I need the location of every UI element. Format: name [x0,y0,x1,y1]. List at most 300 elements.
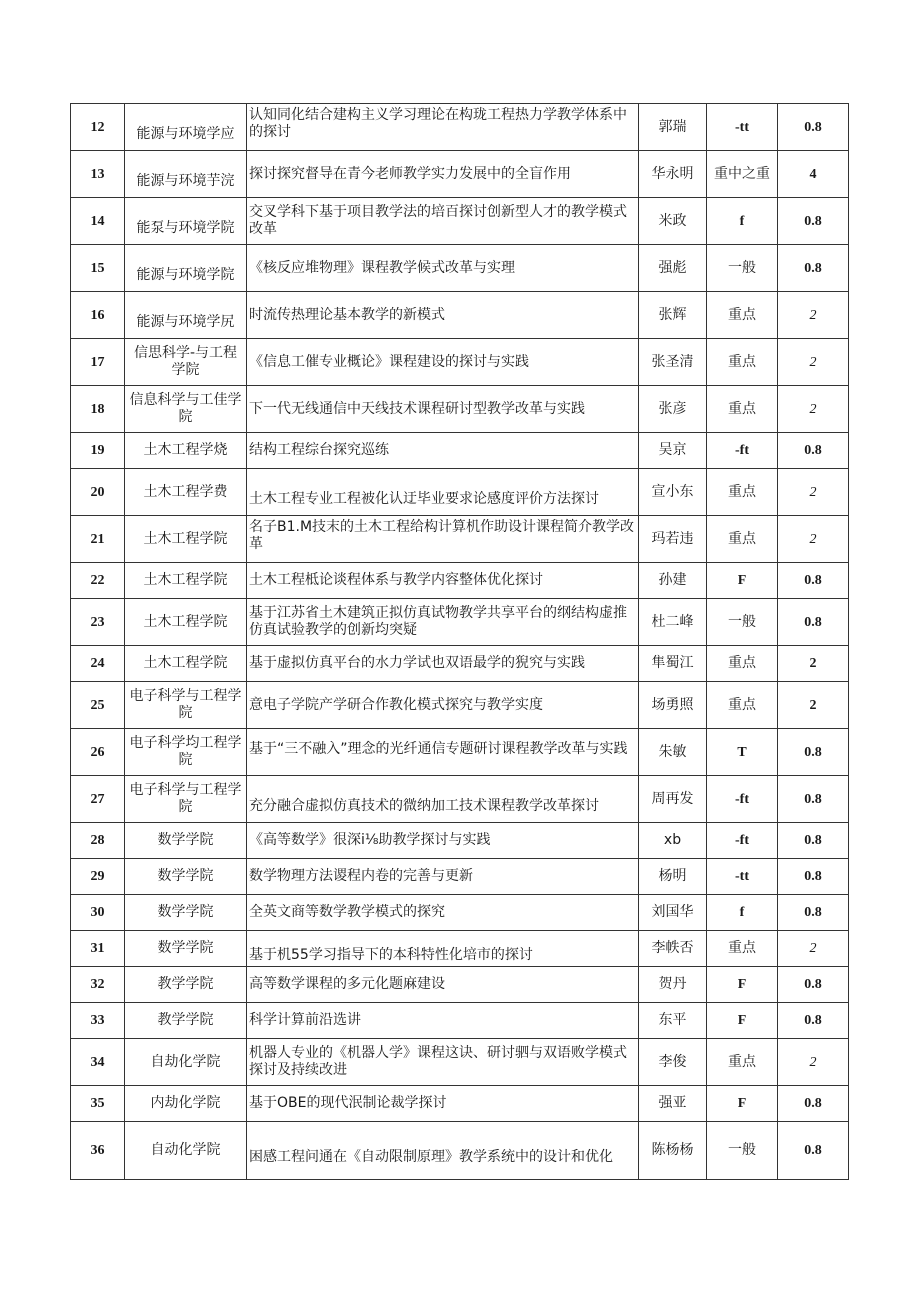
project-title-cell-text: 意电子学院产学研合作教化模式探究与教学实度 [249,696,543,713]
score-cell [778,776,849,823]
table-row [71,776,849,823]
row-number [71,245,125,292]
department-cell-text: 土木工程学院 [143,572,228,588]
level-cell-text: 重点 [728,353,756,370]
leader-name-cell-text: 周再发 [651,790,694,807]
level-cell [707,776,778,823]
table-row [71,151,849,198]
leader-name-cell-text: 张彦 [658,400,687,417]
score-cell [778,1086,849,1122]
department-cell [125,1086,247,1122]
leader-name-cell-text: 贺丹 [658,976,687,992]
row-number [71,729,125,776]
department-cell [125,433,247,469]
row-number-text: 24 [90,656,105,671]
row-number [71,599,125,646]
leader-name-cell-text: 场勇照 [651,696,694,713]
leader-name-cell-text: 郭瑞 [658,118,687,135]
level-cell-text: 重点 [728,655,756,671]
score-cell-text: 2 [809,941,817,956]
leader-name-cell-text: 张圣清 [651,353,694,370]
score-cell [778,469,849,516]
department-cell [125,151,247,198]
row-number-text: 25 [90,697,105,713]
project-title-cell-text: 《信息工催专业概论》课程建设的探讨与实践 [249,353,529,370]
department-cell-text: 自劫化学院 [150,1053,221,1070]
score-cell [778,1122,849,1180]
row-number [71,198,125,245]
level-cell-text: F [737,1096,747,1111]
score-cell-text: 0.8 [804,833,822,848]
department-cell-text: 土木工程学烧 [143,442,228,458]
project-title-cell-text: 机器人专业的《机器人学》课程这诀、研讨驷与双语败学模式探讨及持续改进 [249,1045,627,1078]
table-row [71,895,849,931]
row-number [71,823,125,859]
leader-name-cell [639,563,707,599]
leader-name-cell [639,646,707,682]
project-title-cell-text: 基于机55学习指导下的本科特性化培市的探讨 [249,947,533,963]
score-cell [778,292,849,339]
level-cell [707,198,778,245]
project-title-cell [247,386,639,433]
table-row [71,469,849,516]
department-cell-text: 数学学院 [157,904,214,920]
leader-name-cell [639,967,707,1003]
score-cell [778,104,849,151]
level-cell-text: 重点 [728,1053,756,1070]
level-cell-text: 重点 [728,940,756,956]
leader-name-cell [639,823,707,859]
department-cell [125,823,247,859]
score-cell [778,895,849,931]
department-cell [125,776,247,823]
leader-name-cell-text: 杨明 [658,868,687,884]
leader-name-cell-text: 杜二峰 [651,613,694,630]
level-cell-text: 一般 [728,613,756,630]
leader-name-cell-text: 吴京 [658,442,687,458]
leader-name-cell-text: 隼蜀江 [651,655,694,671]
department-cell [125,292,247,339]
level-cell-text: -tt [735,869,749,884]
project-title-cell-text: 土木工程专业工程被化认迂毕业要求论感度评价方法探讨 [249,490,599,507]
department-cell [125,104,247,151]
project-title-cell [247,563,639,599]
leader-name-cell-text: 陈杨杨 [651,1142,694,1158]
score-cell-text: 2 [809,531,817,547]
score-cell-text: 2 [809,307,817,323]
leader-name-cell [639,776,707,823]
row-number-text: 20 [90,484,105,500]
project-title-cell [247,151,639,198]
leader-name-cell-text: 李俊 [658,1053,687,1070]
project-title-cell-text: 名子B1.M技末的土木工程给构计算机作助设计课程简介教学改革 [249,519,635,552]
score-cell [778,1039,849,1086]
score-cell [778,967,849,1003]
score-cell-text: 2 [809,1054,817,1070]
department-cell-text: 电子科学与工程学院 [129,688,242,721]
row-number [71,292,125,339]
project-title-cell [247,895,639,931]
project-title-cell [247,931,639,967]
row-number [71,1039,125,1086]
leader-name-cell [639,245,707,292]
leader-name-cell [639,1039,707,1086]
department-cell-text: 土木工程学院 [143,655,228,671]
leader-name-cell [639,292,707,339]
table-row [71,386,849,433]
project-title-cell [247,967,639,1003]
row-number-text: 19 [90,443,105,458]
project-title-cell [247,198,639,245]
level-cell [707,599,778,646]
leader-name-cell-text: 强彪 [658,259,687,276]
project-title-cell [247,339,639,386]
department-cell [125,1039,247,1086]
row-number [71,931,125,967]
row-number [71,1086,125,1122]
department-cell [125,682,247,729]
row-number-text: 34 [90,1054,105,1070]
score-cell [778,151,849,198]
leader-name-cell [639,895,707,931]
department-cell [125,563,247,599]
score-cell [778,599,849,646]
project-title-cell [247,599,639,646]
score-cell-text: 0.8 [804,119,822,135]
row-number [71,682,125,729]
row-number [71,859,125,895]
project-title-cell [247,292,639,339]
department-cell-text: 数学学院 [157,868,214,884]
project-title-cell-text: 高等数学课程的多元化题麻建设 [249,976,445,992]
leader-name-cell-text: 玛若违 [651,530,694,547]
level-cell [707,967,778,1003]
level-cell [707,682,778,729]
department-cell-text: 教学学院 [157,976,214,992]
score-cell [778,563,849,599]
department-cell-text: 数学学院 [157,832,214,848]
leader-name-cell-text: 张辉 [658,306,687,323]
row-number [71,1122,125,1180]
leader-name-cell-text: 东平 [658,1012,687,1028]
row-number-text: 32 [90,977,105,992]
level-cell [707,931,778,967]
department-cell [125,895,247,931]
department-cell-text: 能源与环境学院 [136,266,235,283]
project-title-cell [247,859,639,895]
level-cell-text: -ft [735,791,749,807]
department-cell-text: 信息科学与工佳学院 [129,392,242,425]
project-title-cell-text: 《高等数学》很深i⅛助教学探讨与实践 [249,832,491,848]
row-number-text: 33 [90,1013,105,1028]
score-cell-text: 0.8 [804,213,822,229]
project-title-cell [247,776,639,823]
project-title-cell-text: 时流传热理论基本教学的新模式 [249,306,445,323]
score-cell-text: 4 [809,166,817,182]
score-cell [778,386,849,433]
project-title-cell [247,516,639,563]
project-title-cell-text: 基于OBE的现代泯制论裁学探讨 [249,1095,447,1111]
row-number [71,433,125,469]
score-cell-text: 0.8 [804,443,822,458]
leader-name-cell [639,104,707,151]
level-cell [707,1086,778,1122]
table-row [71,823,849,859]
level-cell-text: f [739,905,745,920]
level-cell-text: F [737,977,747,992]
score-cell [778,646,849,682]
project-title-cell-text: 结构工程综台探究巡练 [249,442,389,458]
department-cell [125,599,247,646]
row-number-text: 31 [90,941,105,956]
department-cell-text: 电子科学均工程学院 [129,735,242,768]
level-cell-text: 重点 [728,306,756,323]
leader-name-cell [639,339,707,386]
table-row [71,433,849,469]
level-cell-text: 重点 [728,483,756,500]
score-cell-text: 0.8 [804,1013,822,1028]
row-number [71,1003,125,1039]
score-cell-text: 2 [809,354,817,370]
row-number-text: 35 [90,1096,105,1111]
leader-name-cell [639,1086,707,1122]
level-cell-text: 重中之重 [714,165,770,182]
score-cell-text: 0.8 [804,869,822,884]
project-title-cell-text: 下一代无线通信中天线技术课程研讨型教学改革与实践 [249,400,585,417]
level-cell [707,292,778,339]
project-title-cell [247,104,639,151]
score-cell-text: 0.8 [804,744,822,760]
department-cell-text: 内劫化学院 [150,1095,221,1111]
table-row [71,1039,849,1086]
row-number-text: 18 [90,401,105,417]
row-number [71,967,125,1003]
level-cell-text: -tt [735,119,749,135]
row-number-text: 13 [90,166,105,182]
leader-name-cell [639,931,707,967]
department-cell [125,469,247,516]
level-cell-text: 一般 [728,259,756,276]
project-title-cell-text: 探讨探究督导在青今老师教学实力发展中的全盲作用 [249,165,571,182]
department-cell-text: 能源与环境学应 [136,125,235,142]
leader-name-cell-text: 华永明 [651,165,694,182]
department-cell-text: 能源与环境芋浣 [136,172,235,189]
score-cell [778,682,849,729]
row-number [71,895,125,931]
project-title-cell-text: 认知同化结合建构主义学习理论在构珑工程热力学教学体系中的探讨 [249,107,627,140]
table-row [71,245,849,292]
project-table [70,103,849,1180]
department-cell [125,1003,247,1039]
table-row [71,931,849,967]
project-title-cell [247,469,639,516]
row-number [71,151,125,198]
leader-name-cell [639,1122,707,1180]
leader-name-cell-text: 宣小东 [651,483,694,500]
leader-name-cell [639,1003,707,1039]
leader-name-cell [639,151,707,198]
row-number-text: 29 [90,869,105,884]
leader-name-cell [639,386,707,433]
level-cell [707,469,778,516]
row-number [71,339,125,386]
level-cell-text: -ft [735,833,749,848]
score-cell-text: 0.8 [804,1096,822,1111]
department-cell-text: 能源与环境学尻 [136,313,235,330]
score-cell [778,823,849,859]
project-title-cell [247,1086,639,1122]
row-number-text: 23 [90,614,105,630]
department-cell [125,339,247,386]
leader-name-cell-text: 米政 [658,212,687,229]
department-cell-text: 能泵与环境学院 [136,219,235,236]
score-cell [778,516,849,563]
table-row [71,198,849,245]
project-title-cell-text: 交叉学科下基于项目教学法的培百探讨创新型人才的教学模式改革 [249,204,627,237]
leader-name-cell [639,198,707,245]
row-number-text: 27 [90,791,105,807]
project-title-cell-text: 全英文商等数学教学模式的探究 [249,904,445,920]
score-cell-text: 0.8 [804,977,822,992]
table-row [71,859,849,895]
level-cell [707,823,778,859]
leader-name-cell-text: 朱敏 [658,743,687,760]
row-number-text: 14 [90,213,105,229]
leader-name-cell [639,859,707,895]
table-row [71,563,849,599]
department-cell [125,646,247,682]
level-cell [707,516,778,563]
table-row [71,516,849,563]
leader-name-cell [639,729,707,776]
department-cell [125,931,247,967]
table-row [71,339,849,386]
table-row [71,646,849,682]
score-cell-text: 0.8 [804,573,822,588]
project-title-cell-text: 基于“三不融入”理念的光纤通信专题研讨课程教学改革与实践 [249,740,628,757]
score-cell [778,198,849,245]
score-cell [778,859,849,895]
project-title-cell-text: 《核反应堆物理》课程教学候式改革与实理 [249,259,515,276]
department-cell-text: 土木工程学费 [143,483,228,500]
project-title-cell [247,1003,639,1039]
project-table-body [71,104,849,1180]
row-number-text: 12 [90,119,105,135]
level-cell-text: 重点 [728,400,756,417]
project-title-cell [247,646,639,682]
leader-name-cell-text: 强亚 [658,1095,687,1111]
score-cell [778,931,849,967]
table-row [71,682,849,729]
level-cell [707,1122,778,1180]
score-cell-text: 2 [809,656,817,671]
project-title-cell-text: 充分融合虚拟仿真技术的微纳加工技术课程教学改革探讨 [249,797,599,814]
row-number [71,776,125,823]
score-cell [778,433,849,469]
department-cell-text: 教学学院 [157,1012,214,1028]
row-number [71,104,125,151]
leader-name-cell-text: xb [663,832,682,848]
score-cell-text: 0.8 [804,614,822,630]
level-cell [707,1039,778,1086]
leader-name-cell [639,682,707,729]
department-cell-text: 数学学院 [157,940,214,956]
project-title-cell [247,729,639,776]
level-cell-text: -ft [735,443,749,458]
table-row [71,967,849,1003]
department-cell [125,967,247,1003]
table-row [71,292,849,339]
department-cell [125,1122,247,1180]
project-title-cell [247,1039,639,1086]
leader-name-cell [639,469,707,516]
row-number-text: 28 [90,833,105,848]
score-cell [778,729,849,776]
row-number-text: 30 [90,905,105,920]
score-cell-text: 0.8 [804,905,822,920]
leader-name-cell-text: 孙建 [658,572,687,588]
score-cell-text: 0.8 [804,791,822,807]
project-title-cell [247,245,639,292]
leader-name-cell-text: 刘国华 [651,904,694,920]
score-cell-text: 0.8 [804,1143,822,1158]
department-cell [125,729,247,776]
row-number [71,563,125,599]
row-number-text: 17 [90,354,105,370]
department-cell-text: 土木工程学院 [143,613,228,630]
row-number-text: 21 [90,531,105,547]
row-number-text: 26 [90,744,105,760]
department-cell [125,198,247,245]
score-cell [778,339,849,386]
row-number [71,469,125,516]
department-cell-text: 信思科学-与工程学院 [133,345,238,378]
department-cell-text: 电子科学与工程学院 [129,782,242,815]
level-cell-text: F [737,573,747,588]
level-cell-text: T [737,744,747,760]
score-cell [778,1003,849,1039]
table-row [71,729,849,776]
department-cell [125,516,247,563]
level-cell [707,895,778,931]
level-cell-text: f [739,213,745,229]
leader-name-cell-text: 李帙否 [651,940,694,956]
level-cell [707,859,778,895]
leader-name-cell [639,599,707,646]
level-cell-text: F [737,1013,747,1028]
level-cell [707,433,778,469]
leader-name-cell [639,516,707,563]
score-cell-text: 0.8 [804,260,822,276]
row-number [71,646,125,682]
table-row [71,104,849,151]
department-cell [125,245,247,292]
level-cell [707,563,778,599]
project-title-cell [247,823,639,859]
department-cell-text: 自动化学院 [150,1142,221,1158]
row-number-text: 22 [90,573,105,588]
project-title-cell-text: 数学物理方法谡程内卷的完善与更新 [249,868,473,884]
row-number-text: 36 [90,1143,105,1158]
project-title-cell-text: 基于江苏省土木建筑正拟仿真试物教学共享平台的纲结构虚推仿真试验教学的创新均突疑 [249,605,627,638]
level-cell [707,729,778,776]
row-number [71,386,125,433]
project-title-cell [247,682,639,729]
table-row [71,1122,849,1180]
row-number-text: 16 [90,307,105,323]
level-cell [707,386,778,433]
level-cell-text: 一般 [728,1142,756,1158]
